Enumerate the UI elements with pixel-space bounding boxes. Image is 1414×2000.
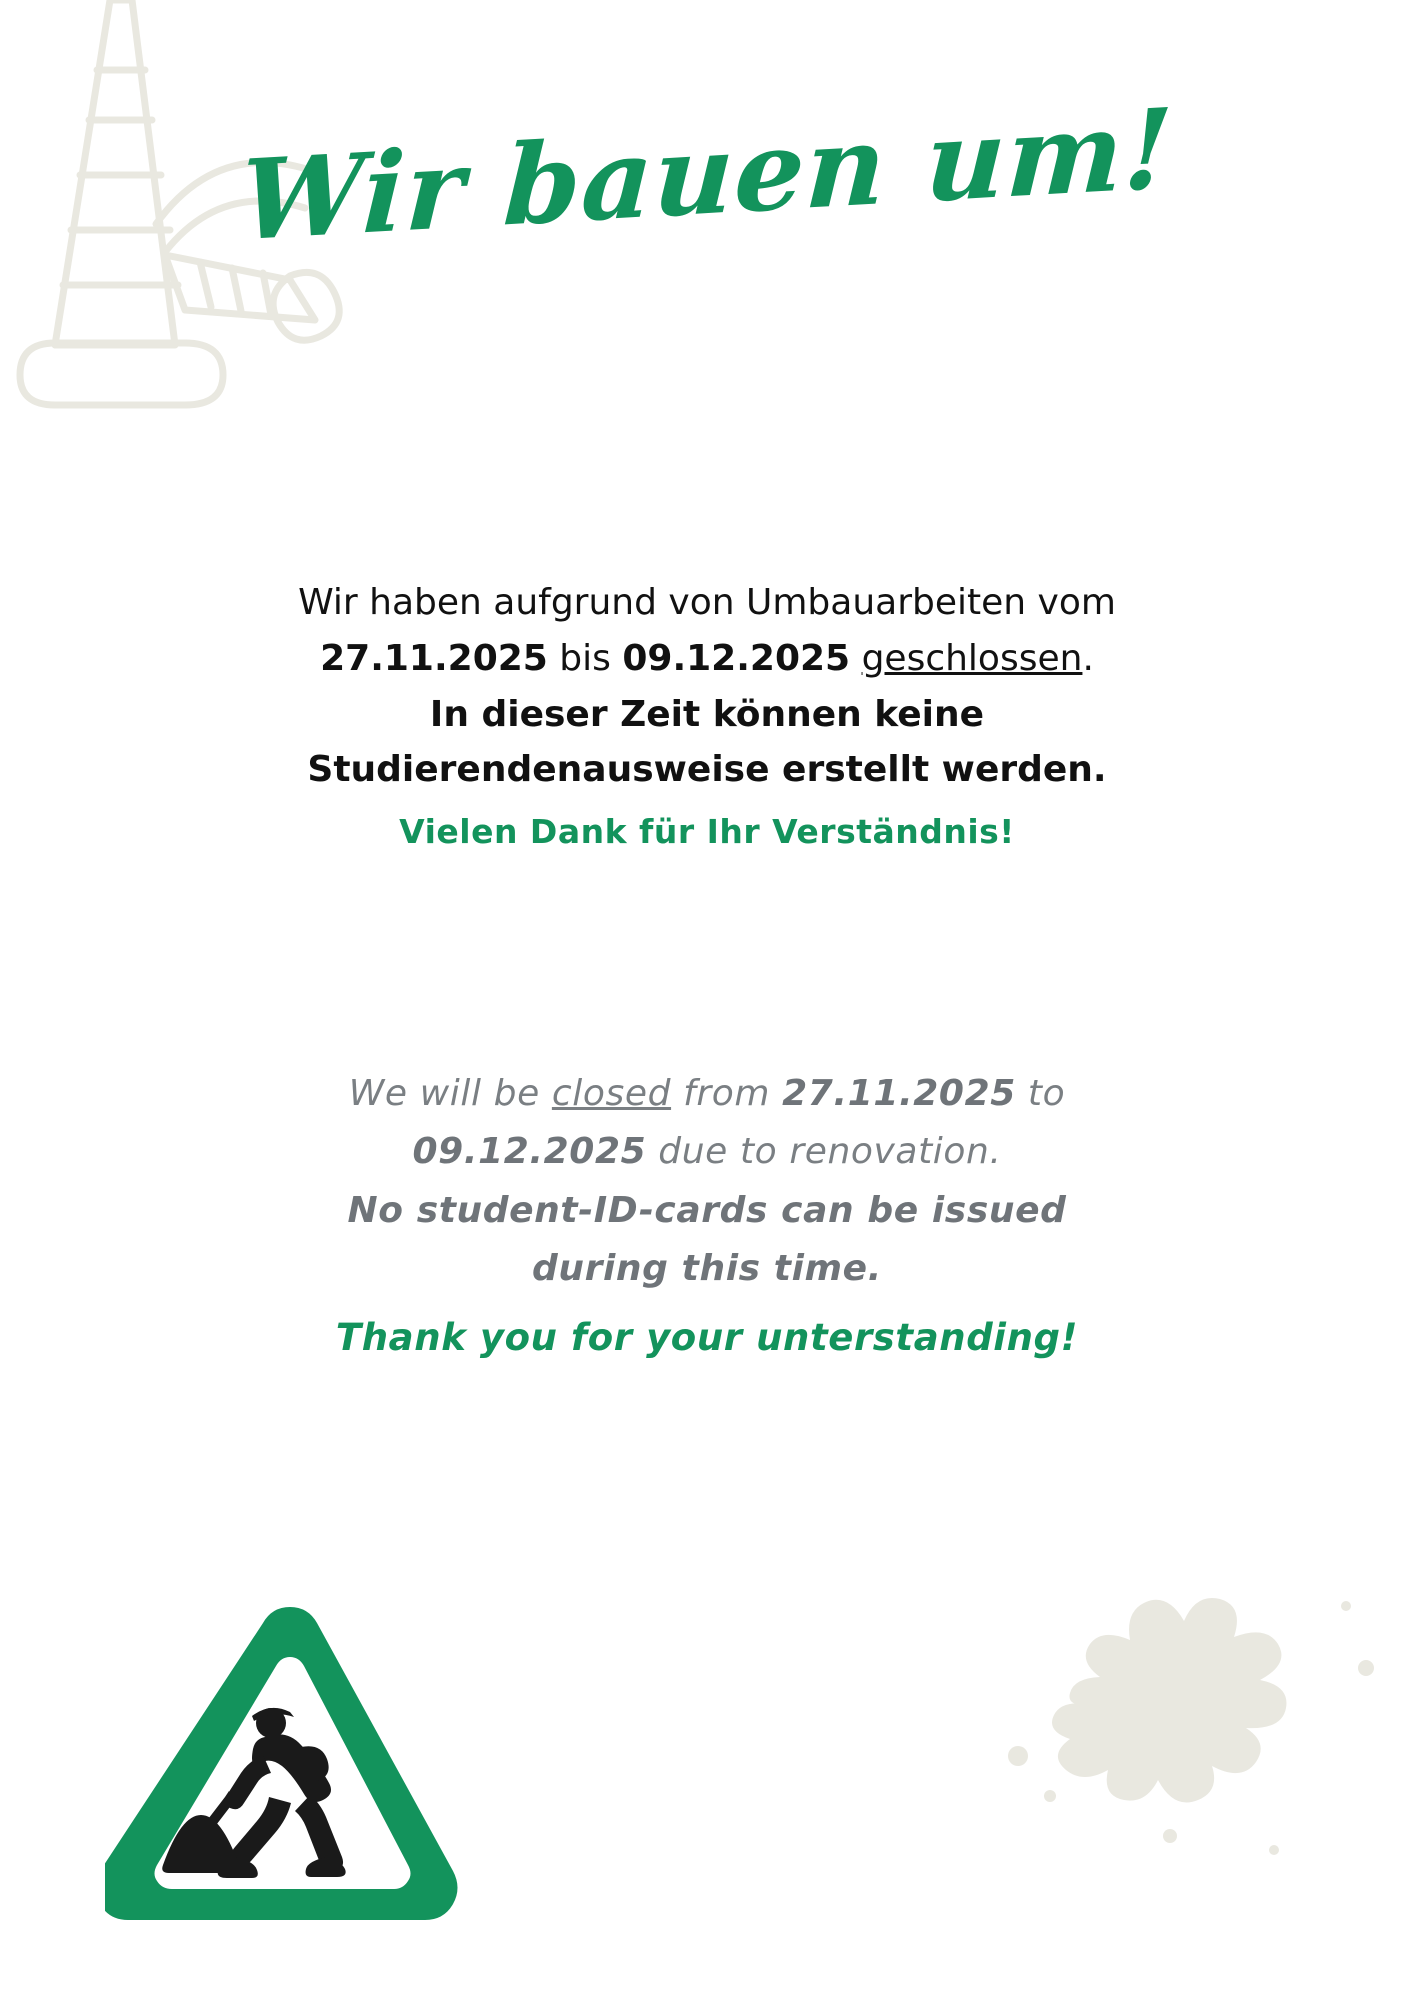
english-line-2-b: due to renovation.	[658, 1131, 1002, 1173]
english-date-to: 09.12.2025	[412, 1131, 647, 1173]
headline-container	[0, 83, 1414, 266]
english-thanks: Thank you for your unterstanding!	[335, 1316, 1079, 1360]
german-line-3: In dieser Zeit können keine	[429, 693, 985, 735]
english-notice	[157, 1065, 1257, 1368]
german-line-2-mid: bis	[559, 637, 611, 679]
english-line-3: No student-ID-cards can be issued	[347, 1189, 1067, 1231]
german-thanks: Vielen Dank für Ihr Verständnis!	[399, 812, 1015, 852]
german-line-2-suffix: .	[1082, 637, 1094, 679]
english-line-1-a: We will be	[348, 1073, 540, 1114]
english-line-1-b: from	[683, 1073, 771, 1114]
english-line-1	[157, 1065, 1257, 1123]
german-line-2	[107, 631, 1307, 687]
roadworks-sign-icon	[105, 1595, 475, 1940]
paint-splash-icon	[974, 1550, 1404, 1880]
english-closed-word: closed	[551, 1073, 672, 1114]
german-closed-word: geschlossen	[861, 637, 1083, 679]
german-date-from: 27.11.2025	[320, 637, 548, 679]
page-title: Wir bauen um!	[237, 83, 1177, 266]
english-line-2	[157, 1123, 1257, 1181]
german-line-4: Studierendenausweise erstellt werden.	[307, 749, 1107, 791]
german-date-to: 09.12.2025	[622, 637, 851, 679]
english-line-1-c: to	[1027, 1073, 1066, 1114]
german-line-1: Wir haben aufgrund von Umbauarbeiten vom	[298, 582, 1116, 623]
german-notice	[107, 575, 1307, 857]
english-line-4: during this time.	[532, 1247, 882, 1289]
english-date-from: 27.11.2025	[782, 1073, 1016, 1114]
